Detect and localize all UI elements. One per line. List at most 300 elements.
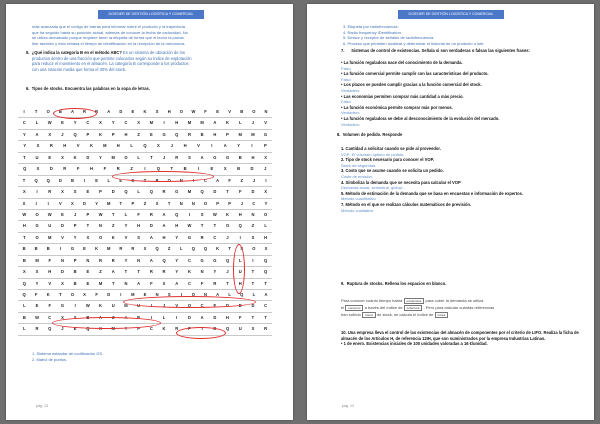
grid-cell: R: [35, 326, 39, 332]
grid-cell: E: [149, 131, 153, 137]
answer-text: Falso: [341, 65, 351, 71]
grid-cell: Y: [175, 269, 179, 275]
grid-cell: H: [175, 120, 179, 126]
grid-cell: N: [99, 223, 103, 229]
grid-cell: F: [228, 177, 231, 183]
grid-cell: D: [251, 303, 255, 309]
grid-cell: G: [175, 189, 179, 195]
question-number: 9.: [341, 281, 345, 286]
grid-cell: H: [264, 234, 268, 240]
grid-cell: H: [251, 154, 255, 160]
grid-cell: T: [150, 154, 153, 160]
grid-cell: V: [58, 200, 62, 206]
grid-cell: T: [119, 200, 123, 206]
grid-cell: G: [225, 154, 230, 160]
grid-cell: M: [98, 280, 103, 286]
grid-cell: K: [226, 120, 230, 126]
grid-cell: H: [124, 131, 128, 137]
grid-cell: C: [187, 257, 191, 263]
grid-cell: R: [149, 269, 153, 275]
list-item: 5. Emisor y receptor de señales de radiofrecuencia.: [343, 35, 435, 41]
grid-cell: T: [143, 177, 147, 183]
grid-cell: O: [264, 211, 268, 217]
grid-cell: I: [251, 143, 253, 149]
grid-cell: X: [264, 189, 267, 195]
statement: • La función económica permite comprar más por menos.: [341, 104, 453, 110]
grid-cell: B: [70, 177, 74, 183]
grid-cell: A: [162, 223, 166, 229]
grid-cell: I: [176, 314, 178, 320]
question-number: 10.: [341, 330, 347, 335]
grid-cell: E: [213, 303, 217, 309]
grid-cell: B: [22, 257, 26, 263]
grid-cell: X: [99, 326, 102, 332]
answer-line: productos dentro de una fracción que permite colocarlos según su índice de explotación: [32, 55, 192, 61]
grid-cell: E: [35, 303, 39, 309]
grid-row: [18, 141, 272, 152]
grid-cell: T: [251, 280, 255, 286]
grid-cell: X: [36, 143, 40, 149]
grid-cell: P: [111, 131, 115, 137]
grid-cell: K: [216, 246, 220, 252]
grid-cell: B: [238, 154, 242, 160]
question-text: ¿Qué indica la categoría B en el método ABC?: [31, 50, 122, 55]
grid-cell: J: [61, 131, 64, 137]
grid-cell: S: [155, 109, 159, 114]
grid-cell: Y: [175, 257, 179, 263]
grid-cell: O: [167, 177, 171, 183]
fill-text: a través del índice de: [364, 305, 403, 310]
fill-text: para cubrir la demanda se utiliza: [425, 298, 484, 303]
grid-cell: Q: [175, 131, 179, 137]
grid-cell: N: [191, 200, 195, 206]
grid-cell: R: [119, 246, 123, 252]
grid-cell: M: [48, 234, 52, 240]
grid-cell: V: [197, 143, 200, 149]
grid-cell: O: [225, 223, 230, 229]
grid-cell: F: [48, 303, 51, 309]
grid-cell: C: [149, 326, 153, 332]
grid-cell: R: [175, 154, 179, 160]
grid-cell: J: [251, 120, 255, 126]
grid-cell: X: [99, 120, 102, 126]
grid-cell: G: [213, 257, 217, 263]
blank-field[interactable]: rotura: [435, 312, 449, 318]
grid-cell: J: [162, 303, 166, 309]
grid-cell: Y: [73, 234, 77, 240]
grid-cell: H: [162, 234, 166, 240]
grid-cell: X: [36, 166, 40, 172]
grid-cell: I: [211, 143, 213, 149]
grid-cell: T: [251, 269, 255, 275]
question-7-items: [341, 60, 581, 127]
grid-cell: Z: [167, 246, 171, 252]
grid-cell: X: [143, 246, 147, 252]
grid-cell: B: [237, 166, 241, 172]
grid-cell: Y: [23, 143, 27, 149]
grid-cell: I: [197, 166, 200, 172]
grid-cell: D: [83, 200, 86, 206]
grid-cell: T: [23, 234, 26, 240]
statement: 1. Cantidad a solicitar cuando se pide al proveedor.: [341, 146, 441, 151]
blank-field[interactable]: consumo: [345, 305, 363, 311]
grid-cell: X: [22, 269, 26, 275]
list-item: 4. Radio frequency IDentification.: [343, 29, 402, 35]
grid-cell: J: [264, 166, 267, 172]
grid-cell: A: [213, 120, 217, 126]
grid-cell: X: [22, 200, 26, 206]
grid-cell: W: [35, 314, 39, 320]
grid-cell: D: [60, 269, 64, 275]
grid-cell: N: [60, 257, 64, 263]
grid-cell: I: [83, 177, 86, 183]
grid-cell: B: [34, 246, 38, 252]
text-line: leer también y esto retrasa el tiempo de identificación en la recepción de la mercancía.: [32, 40, 186, 46]
grid-cell: D: [111, 189, 115, 195]
grid-cell: K: [99, 303, 103, 309]
grid-cell: K: [73, 154, 77, 160]
grid-cell: E: [83, 246, 86, 252]
grid-cell: X: [61, 314, 64, 320]
answer-oval: [233, 244, 245, 294]
grid-cell: Z: [111, 223, 115, 229]
grid-cell: E: [86, 280, 90, 286]
grid-cell: T: [264, 314, 267, 320]
answer-text: Falso: [341, 99, 351, 105]
grid-cell: H: [137, 223, 141, 229]
grid-cell: M: [200, 120, 204, 126]
grid-cell: T: [167, 200, 171, 206]
grid-cell: P: [99, 189, 102, 195]
grid-cell: T: [59, 292, 62, 297]
grid-cell: J: [61, 326, 64, 332]
question-number: 8.: [337, 132, 341, 137]
grid-cell: P: [131, 200, 135, 206]
grid-cell: N: [124, 280, 128, 286]
grid-cell: X: [156, 143, 160, 149]
grid-cell: G: [187, 234, 192, 240]
grid-cell: J: [162, 154, 166, 160]
answer-line: para reducir el movimiento en el almacén. La categoría B corresponde a los productos: [32, 61, 189, 67]
question-7: [341, 48, 581, 54]
grid-cell: X: [264, 246, 268, 252]
grid-cell: I: [47, 200, 49, 206]
grid-cell: B: [86, 314, 90, 320]
answer-oval: [52, 317, 161, 329]
grid-cell: N: [155, 292, 159, 297]
grid-cell: X: [223, 166, 227, 172]
grid-cell: O: [252, 246, 256, 252]
grid-cell: X: [61, 189, 64, 195]
grid-cell: R: [95, 109, 99, 114]
grid-cell: X: [73, 314, 77, 320]
grid-cell: X: [22, 189, 26, 195]
grid-cell: R: [175, 326, 179, 332]
grid-cell: C: [200, 303, 204, 309]
grid-cell: Q: [264, 257, 268, 263]
grid-cell: Z: [130, 166, 133, 172]
question-text: Sistemas de control de existencias. Señala si son verdaderas o falsas las siguientes frases:: [351, 48, 530, 53]
grid-cell: E: [216, 109, 219, 114]
grid-cell: M: [35, 257, 39, 263]
grid-cell: T: [111, 280, 115, 286]
blank-field[interactable]: rotura: [362, 312, 376, 318]
grid-cell: X: [83, 292, 86, 297]
grid-cell: M: [111, 154, 115, 160]
grid-cell: F: [103, 166, 107, 172]
grid-cell: L: [252, 292, 256, 297]
grid-cell: K: [226, 211, 230, 217]
answer-text: Coste de emisión.: [341, 173, 374, 179]
grid-cell: Q: [156, 166, 160, 172]
grid-cell: T: [226, 189, 229, 195]
question-8-items: [341, 146, 581, 213]
statement: 7. Método en el que se realizan cálculos matemáticos de previsión.: [341, 201, 472, 207]
grid-cell: X: [162, 280, 166, 286]
grid-cell: K: [187, 269, 191, 275]
grid-cell: C: [22, 120, 26, 126]
statement: • Las economías permiten comprar más cantidad a más precio.: [341, 93, 464, 99]
grid-cell: T: [23, 154, 26, 160]
grid-cell: H: [116, 143, 120, 149]
question-number: 6.: [26, 86, 30, 91]
grid-cell: L: [124, 211, 128, 217]
grid-cell: P: [263, 143, 267, 149]
grid-cell: L: [238, 120, 242, 126]
grid-cell: Q: [264, 269, 268, 275]
grid-cell: Y: [73, 120, 77, 126]
grid-cell: I: [180, 292, 182, 297]
grid-cell: M: [106, 246, 111, 252]
grid-cell: M: [251, 131, 255, 137]
grid-cell: V: [48, 280, 52, 286]
grid-cell: J: [252, 177, 255, 183]
grid-cell: M: [187, 189, 192, 195]
grid-cell: Y: [237, 143, 240, 149]
fill-text: Para conocer cuánto tiempo habrá: [341, 298, 403, 303]
grid-cell: N: [137, 257, 141, 263]
grid-cell: E: [61, 211, 64, 217]
grid-cell: G: [60, 303, 65, 309]
grid-row: [18, 187, 272, 198]
grid-cell: Y: [95, 200, 98, 206]
grid-cell: S: [137, 234, 140, 240]
grid-cell: A: [200, 154, 204, 160]
grid-cell: N: [251, 211, 255, 217]
grid-cell: D: [213, 189, 217, 195]
grid-cell: A: [99, 314, 103, 320]
grid-cell: J: [226, 234, 229, 240]
grid-cell: I: [59, 246, 61, 252]
grid-cell: Z: [251, 223, 255, 229]
grid-cell: O: [203, 200, 208, 206]
grid-cell: U: [137, 303, 141, 309]
grid-cell: F: [238, 314, 242, 320]
grid-cell: H: [63, 143, 67, 149]
grid-cell: I: [74, 303, 76, 309]
grid-cell: P: [73, 223, 77, 229]
grid-cell: E: [119, 177, 123, 183]
grid-cell: Q: [46, 177, 50, 183]
grid-cell: X: [35, 269, 39, 275]
grid-cell: Q: [23, 166, 27, 172]
grid-cell: X: [264, 154, 267, 160]
grid-cell: A: [111, 269, 115, 275]
grid-cell: I: [188, 211, 190, 217]
grid-cell: E: [48, 154, 52, 160]
grid-cell: Y: [124, 223, 128, 229]
grid-cell: Z: [143, 200, 147, 206]
grid-cell: E: [73, 326, 77, 332]
grid-cell: F: [48, 257, 51, 263]
grid-cell: Y: [175, 234, 179, 240]
grid-cell: Z: [111, 314, 115, 320]
grid-cell: M: [111, 326, 115, 332]
list-item: 2. Matriz de puntos.: [32, 356, 68, 362]
grid-cell: H: [90, 166, 93, 172]
grid-cell: G: [213, 154, 217, 160]
grid-cell: A: [149, 257, 153, 263]
fill-text: de stock, se calcula el índice de: [376, 312, 434, 317]
grid-cell: N: [179, 200, 183, 206]
grid-cell: Q: [225, 257, 230, 263]
grid-cell: U: [238, 269, 242, 275]
grid-cell: S: [251, 234, 255, 240]
grid-cell: N: [179, 177, 183, 183]
grid-cell: D: [187, 314, 191, 320]
grid-cell: H: [175, 223, 179, 229]
grid-cell: B: [73, 269, 77, 275]
grid-cell: R: [187, 131, 191, 137]
grid-cell: A: [162, 211, 166, 217]
grid-cell: Q: [162, 257, 166, 263]
grid-cell: M: [131, 292, 135, 297]
answer-list: [32, 351, 103, 362]
grid-cell: Z: [240, 177, 243, 183]
grid-cell: M: [238, 131, 242, 137]
grid-cell: I: [23, 109, 25, 114]
fill-text: . Pero para calcular cuántas referencias: [423, 305, 495, 310]
grid-cell: R: [111, 257, 115, 263]
grid-row: [18, 233, 272, 244]
grid-cell: R: [213, 280, 217, 286]
grid-cell: R: [200, 234, 204, 240]
grid-cell: B: [22, 246, 26, 252]
grid-cell: D: [238, 303, 242, 309]
grid-cell: A: [200, 314, 204, 320]
grid-cell: S: [73, 189, 77, 195]
grid-cell: A: [216, 177, 220, 183]
grid-cell: F: [150, 280, 153, 286]
grid-cell: L: [107, 177, 110, 183]
grid-cell: L: [228, 292, 231, 297]
grid-cell: C: [252, 200, 256, 206]
page-header: DOSSIER DE GESTIÓN LOGÍSTICA Y COMERCIAL: [98, 10, 204, 19]
grid-cell: W: [191, 109, 196, 114]
grid-cell: R: [137, 314, 141, 320]
grid-cell: F: [200, 280, 204, 286]
answer-oval: [123, 296, 256, 308]
question-8: [337, 132, 402, 138]
answer-oval: [112, 171, 214, 182]
grid-cell: D: [60, 223, 64, 229]
text-line: se utiliza demasiado porque requiere tener la etiqueta de forma que el lector la pueda: [32, 35, 184, 41]
grid-cell: E: [143, 292, 147, 297]
grid-cell: M: [103, 143, 107, 149]
grid-cell: O: [191, 292, 195, 297]
grid-cell: R: [49, 143, 53, 149]
grid-cell: T: [226, 280, 229, 286]
grid-cell: G: [35, 223, 39, 229]
grid-cell: I: [36, 189, 38, 195]
grid-cell: C: [213, 234, 217, 240]
grid-cell: C: [187, 280, 191, 286]
grid-cell: B: [58, 109, 62, 114]
grid-cell: B: [46, 246, 50, 252]
grid-cell: O: [35, 211, 39, 217]
list-item: 6. Proceso que permiten localizar y determinar el historial de un producto o lote.: [343, 40, 485, 46]
grid-cell: I: [150, 314, 152, 320]
grid-cell: S: [200, 211, 204, 217]
grid-cell: P: [86, 131, 90, 137]
page-2: [307, 4, 594, 420]
answer-oval: [53, 108, 97, 119]
grid-cell: M: [106, 200, 111, 206]
blank-field[interactable]: cobertura: [404, 305, 423, 311]
grid-cell: L: [162, 314, 166, 320]
grid-cell: X: [251, 326, 255, 332]
statement: 4. Simboliza la demanda que se necesita para calcular el VOP: [341, 179, 461, 185]
grid-cell: K: [90, 143, 93, 149]
text-line: más avanzada que el código de barras para informar sobre el producto y la trayectoria: [32, 24, 185, 29]
blank-field[interactable]: existencias: [404, 298, 425, 304]
answer-list: [343, 24, 485, 46]
list-item: 1. Sistema estándar de codificación GS.: [32, 351, 104, 356]
page-1: [6, 4, 293, 420]
bullet-item: • 1 de enero. Existencias iniciales de 100 unidades valoradas a 16 €/unidad.: [341, 341, 488, 347]
statement: 2. Tipo de stock necesario para conocer el VOP.: [341, 157, 434, 163]
grid-cell: T: [34, 109, 38, 114]
grid-cell: A: [149, 234, 153, 240]
question-number: 5.: [26, 50, 30, 55]
grid-row: [18, 210, 272, 221]
grid-cell: T: [228, 246, 231, 252]
grid-cell: V: [175, 303, 179, 309]
grid-cell: O: [252, 109, 256, 114]
grid-cell: O: [46, 109, 50, 114]
page-number: pág. 13: [36, 404, 48, 408]
question-text: Tipos de stocks. Encuentra las palabras en la sopa de letras.: [31, 86, 150, 91]
grid-cell: J: [226, 269, 229, 275]
text-line: que ha seguido hasta su posición actual, además de conocer la fecha de caducidad. No: [32, 29, 188, 35]
question-5: [26, 50, 281, 72]
question-text: Ruptura de stocks. Rellena los espacios en blanco.: [346, 281, 447, 286]
answer-text: Método cuantitativo: [341, 196, 376, 202]
grid-cell: Q: [22, 280, 26, 286]
grid-cell: Q: [124, 189, 128, 195]
grid-cell: O: [124, 154, 128, 160]
fill-text: el: [341, 305, 345, 310]
grid-cell: L: [238, 257, 242, 263]
grid-cell: O: [98, 234, 103, 240]
grid-cell: Q: [48, 326, 52, 332]
grid-cell: D: [250, 166, 254, 172]
grid-cell: J: [74, 211, 77, 217]
grid-cell: T: [86, 223, 90, 229]
grid-cell: K: [162, 326, 166, 332]
answer-text: Demanda anual, semestral, global…: [341, 185, 406, 191]
grid-cell: M: [124, 303, 128, 309]
